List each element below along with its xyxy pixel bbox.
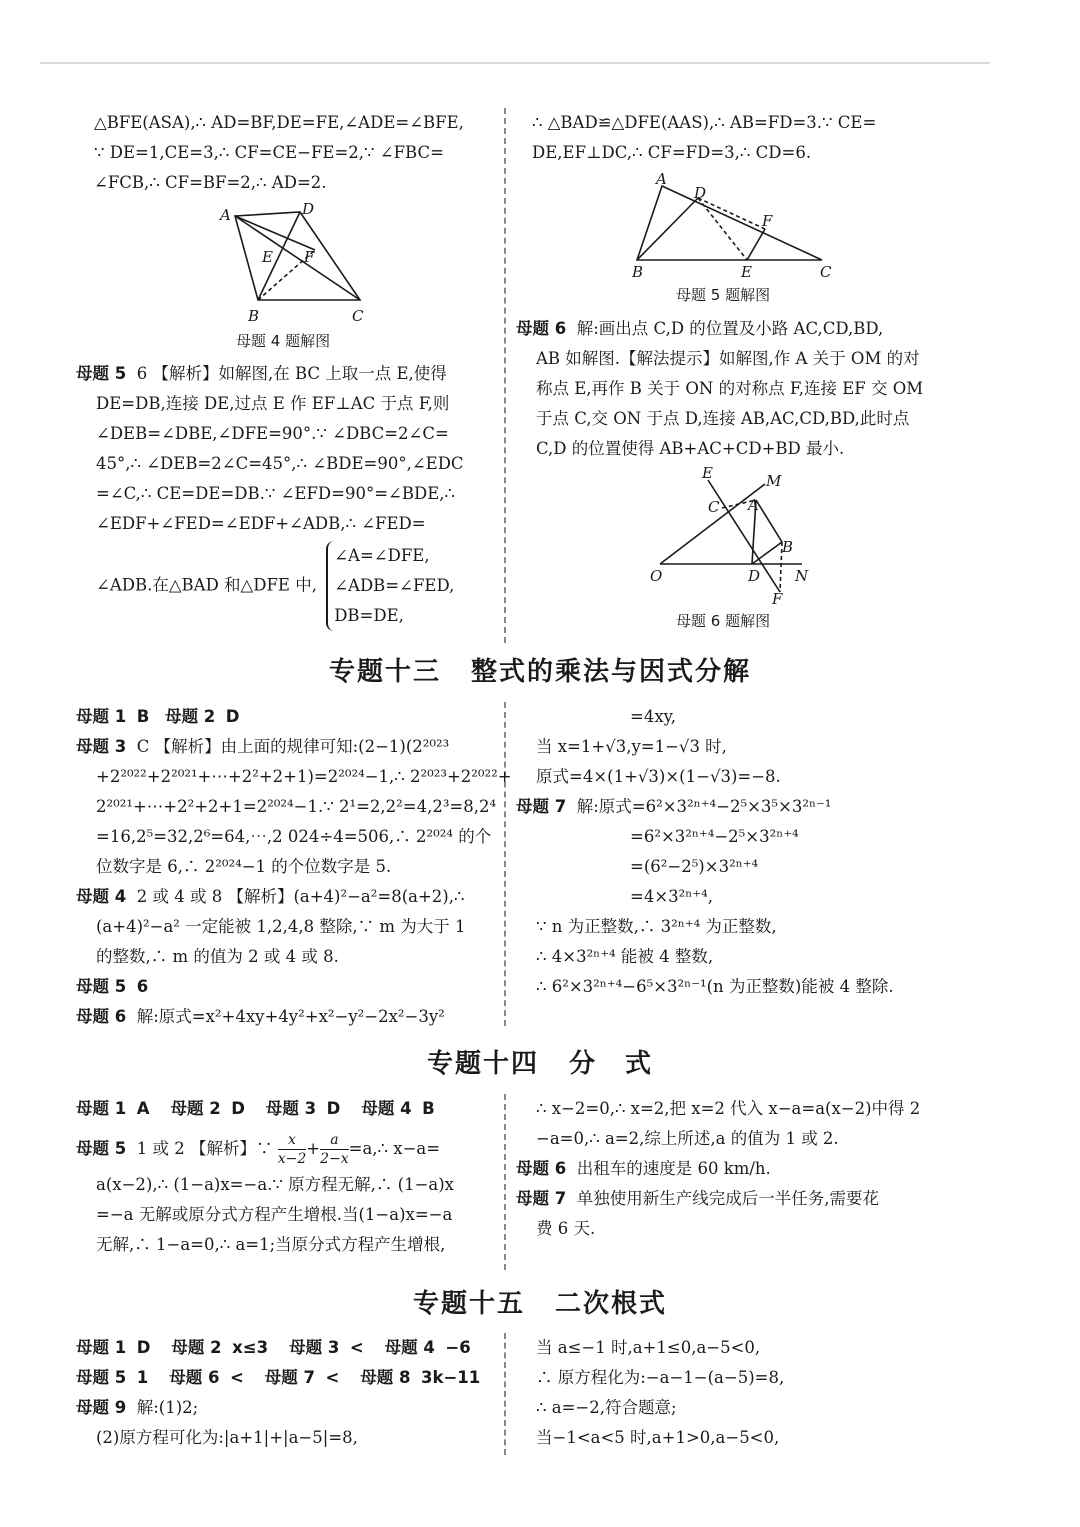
problem-label: 母题 5: [76, 1139, 127, 1158]
label-f: F: [762, 212, 773, 230]
text-line: −a=0,∴ a=2,综上所述,a 的值为 1 或 2.: [536, 1129, 839, 1148]
answer: 1: [136, 1368, 149, 1387]
problem-label: 母题 8: [360, 1368, 411, 1387]
problem-label: 母题 3: [289, 1338, 340, 1357]
problem-5-block: [76, 359, 464, 631]
answer: <: [229, 1368, 244, 1387]
text-line: ∴ 原方程化为:−a−1−(a−5)=8,: [536, 1368, 785, 1387]
text-line: =−a 无解或原分式方程产生增根.当(1−a)x=−a: [96, 1205, 453, 1224]
label-b: B: [782, 538, 794, 556]
figure-6-caption: 母题 6 题解图: [676, 612, 771, 630]
problem-label: 母题 9: [76, 1398, 127, 1417]
problem-label: 母题 5: [76, 364, 127, 383]
problem-text: 1 或 2 【解析】∵: [136, 1139, 273, 1158]
answer: D: [231, 1099, 245, 1118]
problem-label: 母题 1: [76, 1338, 127, 1357]
system-line: ∠ADB=∠FED,: [334, 576, 455, 595]
problem-label: 母题 7: [264, 1368, 315, 1387]
label-e: E: [262, 248, 273, 266]
text-line: +2²⁰²²+2²⁰²¹+⋯+2²+2+1)=2²⁰²⁴−1,∴ 2²⁰²³+2²⁰²²+: [96, 767, 512, 786]
text-line: ∴ 6²×3²ⁿ⁺⁴−6⁵×3²ⁿ⁻¹(n 为正整数)能被 4 整除.: [536, 977, 894, 996]
text-line: 当 a≤−1 时,a+1≤0,a−5<0,: [536, 1338, 761, 1357]
label-a: A: [220, 206, 231, 224]
section-15-heading: [0, 1283, 1080, 1320]
problem-label: 母题 4: [361, 1099, 412, 1118]
section-13-right: [516, 702, 894, 1002]
text-line: 当 x=1+√3,y=1−√3 时,: [536, 737, 727, 756]
text-line: 无解,∴ 1−a=0,∴ a=1;当原分式方程产生增根,: [96, 1235, 446, 1254]
text-line: (a+4)²−a² 一定能被 1,2,4,8 整除,∵ m 为大于 1: [96, 917, 466, 936]
section-number: 专题十四: [426, 1049, 539, 1079]
section-number: 专题十三: [328, 657, 441, 687]
section-title: 二次根式: [555, 1289, 668, 1319]
problem-text: 解:原式=6²×3²ⁿ⁺⁴−2⁵×3⁵×3²ⁿ⁻¹: [576, 797, 832, 816]
problem-text: 6 【解析】如解图,在 BC 上取一点 E,使得: [136, 364, 447, 383]
problem-label: 母题 2: [165, 707, 216, 726]
text-line: DE=DB,连接 DE,过点 E 作 EF⊥AC 于点 F,则: [96, 394, 450, 413]
denominator: x−2: [277, 1151, 307, 1167]
text-line: ∴ 4×3²ⁿ⁺⁴ 能被 4 整数,: [536, 947, 714, 966]
problem-label: 母题 4: [384, 1338, 435, 1357]
figure-6: [640, 464, 820, 613]
fraction: [278, 1131, 307, 1168]
answer: A: [136, 1099, 150, 1118]
text-line: =6²×3²ⁿ⁺⁴−2⁵×3²ⁿ⁺⁴: [630, 827, 799, 846]
answer: D: [225, 707, 240, 726]
text-line: ∠DEB=∠DBE,∠DFE=90°.∵ ∠DBC=2∠C=: [96, 424, 449, 443]
answer: x≤3: [232, 1338, 269, 1357]
figure-6-svg: [640, 464, 820, 609]
answer: 3k−11: [421, 1368, 481, 1387]
problem-label: 母题 1: [76, 1099, 127, 1118]
problem-label: 母题 2: [170, 1099, 221, 1118]
line-bd: [637, 198, 698, 260]
label-b: B: [632, 263, 644, 281]
right-column-top: [532, 108, 876, 168]
system-line: ∠A=∠DFE,: [334, 546, 430, 565]
problem-6-block: [516, 314, 923, 464]
text-line: 45°,∴ ∠DEB=2∠C=45°,∴ ∠BDE=90°,∠EDC: [96, 454, 464, 473]
problem-text: =a,∴ x−a=: [348, 1139, 441, 1158]
text-line: C,D 的位置使得 AB+AC+CD+BD 最小.: [536, 439, 845, 458]
answer: 6: [136, 977, 149, 996]
dashed-line-de: [698, 198, 747, 260]
label-d: D: [302, 200, 315, 218]
column-divider: [504, 1333, 506, 1455]
problem-label: 母题 2: [171, 1338, 222, 1357]
text-line: ∠EDF+∠FED=∠EDF+∠ADB,∴ ∠FED=: [96, 514, 426, 533]
denominator: 2−x: [320, 1151, 349, 1167]
column-divider: [504, 108, 506, 643]
section-14-right: [516, 1094, 920, 1244]
text-line: a(x−2),∴ (1−a)x=−a.∵ 原方程无解,∴ (1−a)x: [96, 1175, 454, 1194]
figure-5-caption: 母题 5 题解图: [676, 286, 771, 304]
problem-label: 母题 6: [516, 319, 567, 338]
text-line: 当−1<a<5 时,a+1>0,a−5<0,: [536, 1428, 780, 1447]
label-a: A: [748, 496, 759, 514]
problem-label: 母题 7: [516, 797, 567, 816]
top-rule: [40, 62, 990, 64]
fraction: [320, 1131, 349, 1168]
figure-4: [210, 196, 380, 335]
problem-text: 解:原式=x²+4xy+4y²+x²−y²−2x²−3y²: [136, 1007, 445, 1026]
answer: <: [325, 1368, 340, 1387]
label-n: N: [795, 567, 809, 585]
label-d: D: [748, 567, 761, 585]
section-title: 整式的乘法与因式分解: [471, 657, 752, 687]
text-line: ∴ a=−2,符合题意;: [536, 1398, 677, 1417]
problem-label: 母题 6: [169, 1368, 220, 1387]
figure-5: [622, 168, 842, 287]
equation-system: [326, 541, 454, 631]
problem-text: 单独使用新生产线完成后一半任务,需要花: [576, 1189, 879, 1208]
answer: D: [136, 1338, 151, 1357]
label-a: A: [656, 170, 667, 188]
text-line: 原式=4×(1+√3)×(1−√3)=−8.: [536, 767, 781, 786]
problem-label: 母题 5: [76, 977, 127, 996]
numerator: x: [288, 1132, 296, 1148]
section-13-left: [76, 702, 512, 1032]
label-e: E: [741, 263, 752, 281]
text-line: 于点 C,交 ON 于点 D,连接 AB,AC,CD,BD,此时点: [536, 409, 910, 428]
answer: D: [326, 1099, 341, 1118]
text-line: ∵ DE=1,CE=3,∴ CF=CE−FE=2,∵ ∠FBC=: [94, 143, 444, 162]
label-f: F: [772, 590, 783, 608]
problem-label: 母题 4: [76, 887, 127, 906]
line-ab: [756, 500, 782, 542]
section-14-heading: [0, 1043, 1080, 1080]
figure-5-svg: [622, 168, 842, 283]
problem-text: 2 或 4 或 8 【解析】(a+4)²−a²=8(a+2),∴: [136, 887, 465, 906]
section-15-left: [76, 1333, 480, 1453]
text-line: DE,EF⊥DC,∴ CF=FD=3,∴ CD=6.: [532, 143, 812, 162]
problem-label: 母题 3: [76, 737, 127, 756]
answer: B: [422, 1099, 435, 1118]
answer: −6: [445, 1338, 471, 1357]
section-number: 专题十五: [412, 1289, 525, 1319]
section-15-right: [516, 1333, 784, 1453]
problem-label: 母题 3: [265, 1099, 317, 1118]
section-13-heading: [0, 651, 1080, 688]
text-line: AB 如解图.【解法提示】如解图,作 A 关于 OM 的对: [536, 349, 920, 368]
text-line: 费 6 天.: [536, 1219, 596, 1238]
section-14-left: 母题 1 A 母题 2 D 母题 3 D 母题 4 B 母题 5 1 或 2 【解析】∵ $\frac{x}{x-2}$ + $\frac{a}{2-x}$ =a,∴ x−a= a(x−2),∴ (1−a)x=−a.∵ 原方程无解,∴ (1−a)x =−a 无解或原分式方程产生增根.当(1−a)x=−a 无解,∴ 1−a=0,∴ a=1;当原分式方程产生增根,: [76, 1094, 454, 1260]
line-bd: [752, 542, 782, 564]
section-title: 分 式: [569, 1049, 654, 1079]
label-c: C: [708, 498, 720, 516]
label-o: O: [650, 567, 663, 585]
text-line: △BFE(ASA),∴ AD=BF,DE=FE,∠ADE=∠BFE,: [94, 113, 464, 132]
label-f: F: [304, 248, 315, 266]
dashed-line-df: [698, 198, 765, 229]
label-d: D: [694, 184, 707, 202]
text-line: ∴ x−2=0,∴ x=2,把 x=2 代入 x−a=a(x−2)中得 2: [536, 1099, 921, 1118]
problem-label: 母题 1: [76, 707, 127, 726]
numerator: a: [330, 1132, 339, 1148]
label-m: M: [766, 472, 782, 490]
system-line: DB=DE,: [334, 606, 404, 625]
problem-label: 母题 6: [516, 1159, 567, 1178]
figure-4-caption: 母题 4 题解图: [236, 332, 331, 350]
text-line: ∠ADB.在△BAD 和△DFE 中,: [96, 575, 317, 595]
problem-text: 解:(1)2;: [136, 1398, 199, 1417]
figure-4-svg: [210, 196, 380, 331]
text-line: =(6²−2⁵)×3²ⁿ⁺⁴: [630, 857, 759, 876]
line-af: [235, 216, 315, 250]
problem-label: 母题 7: [516, 1189, 567, 1208]
line-ef: [747, 229, 765, 260]
column-divider: [504, 1094, 506, 1270]
text-line: =4xy,: [630, 707, 677, 726]
text-line: ∠FCB,∴ CF=BF=2,∴ AD=2.: [94, 173, 327, 192]
problem-label: 母题 5: [76, 1368, 127, 1387]
text-line: 称点 E,再作 B 关于 ON 的对称点 F,连接 EF 交 OM: [536, 379, 924, 398]
label-b: B: [248, 307, 260, 325]
label-c: C: [352, 307, 364, 325]
problem-text: 出租车的速度是 60 km/h.: [576, 1159, 771, 1178]
triangle-abc: [637, 186, 822, 260]
problem-text: 解:画出点 C,D 的位置及小路 AC,CD,BD,: [576, 319, 884, 338]
answer: <: [349, 1338, 364, 1357]
label-e: E: [702, 464, 713, 482]
label-c: C: [820, 263, 832, 281]
line-ef: [708, 480, 780, 592]
text-line: 的整数,∴ m 的值为 2 或 4 或 8.: [96, 947, 339, 966]
text-line: ∵ n 为正整数,∴ 3²ⁿ⁺⁴ 为正整数,: [536, 917, 777, 936]
text-line: 2²⁰²¹+⋯+2²+2+1=2²⁰²⁴−1.∵ 2¹=2,2²=4,2³=8,2⁴: [96, 797, 497, 816]
text-line: =4×3²ⁿ⁺⁴,: [630, 887, 713, 906]
text-line: =∠C,∴ CE=DE=DB.∵ ∠EFD=90°=∠BDE,∴: [96, 484, 456, 503]
text-line: =16,2⁵=32,2⁶=64,⋯,2 024÷4=506,∴ 2²⁰²⁴ 的个: [96, 827, 492, 846]
problem-label: 母题 6: [76, 1007, 127, 1026]
text-line: ∴ △BAD≌△DFE(AAS),∴ AB=FD=3.∵ CE=: [532, 113, 877, 132]
problem-text: C 【解析】由上面的规律可知:(2−1)(2²⁰²³: [136, 737, 450, 756]
text-line: (2)原方程可化为:|a+1|+|a−5|=8,: [96, 1428, 358, 1447]
left-column-top: [94, 108, 464, 198]
text-line: 位数字是 6,∴ 2²⁰²⁴−1 的个位数字是 5.: [96, 857, 392, 876]
answer: B: [136, 707, 150, 726]
